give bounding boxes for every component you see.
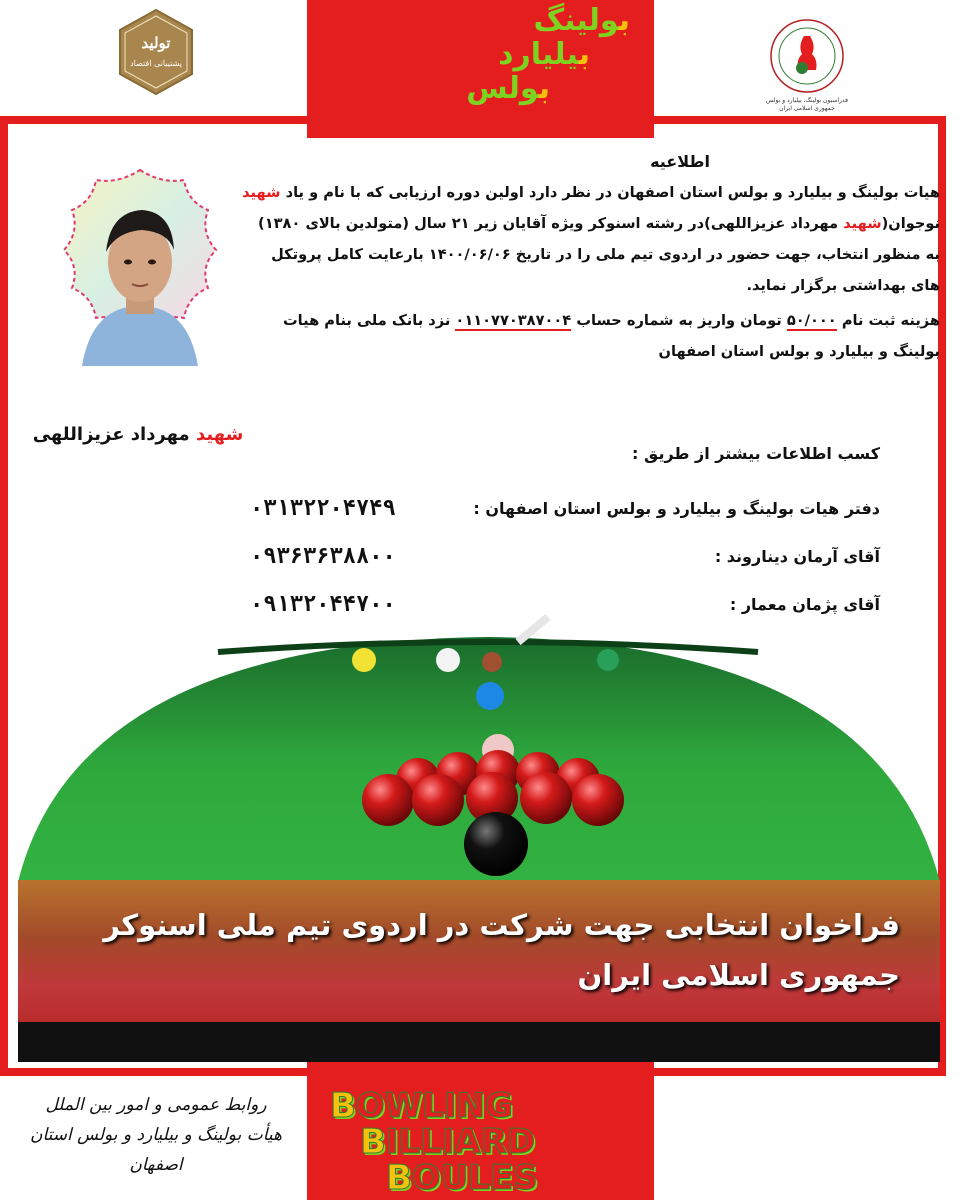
svg-text:جمهوری اسلامی ایران: جمهوری اسلامی ایران (779, 105, 835, 112)
contacts-heading: کسب اطلاعات بیشتر از طریق : (632, 444, 880, 463)
contact-row-pejman: آقای پژمان معمار : ۰۹۱۳۲۰۴۴۷۰۰ (250, 591, 880, 617)
public-relations-signature: روابط عمومی و امور بین الملل هیأت بولینگ و بیلیارد و بولس استان اصفهان (30, 1095, 282, 1175)
svg-text:پشتیبانی اقتصاد: پشتیبانی اقتصاد (130, 59, 182, 68)
call-banner-text: فراخوان انتخابی جهت شرکت در اردوی تیم ملی اسنوکر جمهوری اسلامی ایران (103, 908, 900, 992)
banner-dark-strip (18, 1022, 940, 1062)
brand-line-boules: BOULES (386, 1158, 538, 1198)
brand-line-bowling: BOWLING (330, 1086, 514, 1126)
federation-logo (752, 14, 862, 114)
portrait-caption: شهید مهرداد عزیزاللهی (32, 424, 244, 445)
notice-paragraph-1: هیات بولینگ و بیلیارد و بولس استان اصفهان در نظر دارد اولین دوره ارزیابی که با نام و یاد شهید نوجوان(شهید مهرداد عزیزاللهی)در رشته اسنوکر ویژه آقایان زیر ۲۱ سال (متولدین بالای ۱۳۸۰) به منظور انتخاب، جهت حضور در اردوی تیم ملی را در تاریخ ۱۴۰۰/۰۶/۰۶ بارعایت کامل پروتکل های بهداشتی برگزار نماید. (242, 184, 940, 294)
contacts-block (250, 444, 880, 628)
header-title-line-3: بولس (466, 71, 550, 106)
contact-row-arman: آقای آرمان دیناروند : ۰۹۳۶۳۶۳۸۸۰۰ (250, 543, 880, 569)
header-title-line-1: بولینگ (533, 3, 630, 38)
production-seal-logo (112, 8, 200, 96)
contact-row-office: دفتر هیات بولینگ و بیلیارد و بولس استان اصفهان : ۰۳۱۳۲۲۰۴۷۴۹ (250, 495, 880, 521)
brand-line-billiard: BILLIARD (360, 1122, 536, 1162)
contact-phone: ۰۳۱۳۲۲۰۴۷۴۹ (250, 495, 396, 521)
contact-phone: ۰۹۳۶۳۶۳۸۸۰۰ (250, 543, 396, 569)
martyr-portrait (42, 166, 238, 380)
svg-text:فدراسیون بولینگ، بیلیارد و بول: فدراسیون بولینگ، بیلیارد و بولس (766, 97, 848, 104)
notice-paragraph-2: هزینه ثبت نام ۵۰/۰۰۰ تومان واریز به شماره حساب ۰۱۱۰۷۷۰۳۸۷۰۰۴ نزد بانک ملی بنام هیات بولینگ و بیلیارد و بولس استان اصفهان (282, 312, 940, 360)
frame-left (0, 116, 8, 1076)
contact-phone: ۰۹۱۳۲۰۴۴۷۰۰ (250, 591, 396, 617)
svg-text:تولید: تولید (141, 34, 171, 52)
header-title-line-2: بیلیارد (498, 37, 590, 72)
notice-body (240, 146, 940, 367)
notice-title: اطلاعیه (650, 152, 710, 171)
